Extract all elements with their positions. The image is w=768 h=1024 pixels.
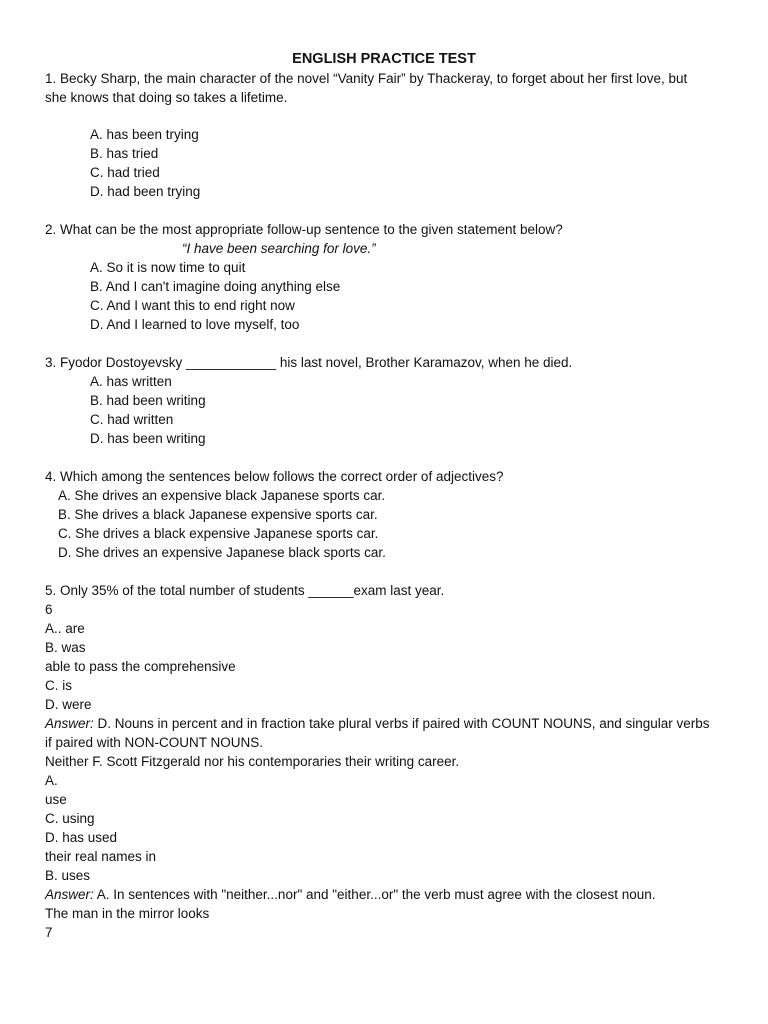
question-1-option-b: B. has tried <box>90 146 159 161</box>
question-2-option-b: B. And I can't imagine doing anything else <box>90 279 341 294</box>
question-5-line: 6 <box>45 602 53 617</box>
question-6-line: A. <box>45 773 58 788</box>
question-5-line: D. were <box>45 697 92 712</box>
question-3-stem: 3. Fyodor Dostoyevsky ____________ his last novel, Brother Karamazov, when he died. <box>45 355 573 370</box>
answer-label: Answer: <box>45 887 94 902</box>
question-3-option-a: A. has written <box>90 374 172 389</box>
question-1-stem-continued: she knows that doing so takes a lifetime. <box>45 90 288 105</box>
question-6-answer <box>45 886 656 904</box>
question-2-stem: 2. What can be the most appropriate follow-up sentence to the given statement below? <box>45 222 563 237</box>
question-4-stem: 4. Which among the sentences below follows the correct order of adjectives? <box>45 469 504 484</box>
question-3-option-b: B. had been writing <box>90 393 206 408</box>
answer-text: D. Nouns in percent and in fraction take plural verbs if paired with COUNT NOUNS, and singular verbs <box>93 716 710 731</box>
answer-label: Answer: <box>45 716 94 731</box>
question-6-line: D. has used <box>45 830 118 845</box>
answer-text: A. In sentences with "neither...nor" and "either...or" the verb must agree with the closest noun. <box>93 887 656 902</box>
question-5-line: B. was <box>45 640 86 655</box>
question-5-line: C. is <box>45 678 72 693</box>
question-4-option-d: D. She drives an expensive Japanese black sports car. <box>58 545 386 560</box>
question-5-stem: 5. Only 35% of the total number of students ______exam last year. <box>45 583 445 598</box>
question-4-option-b: B. She drives a black Japanese expensive sports car. <box>58 507 378 522</box>
question-1-option-a: A. has been trying <box>90 127 199 142</box>
question-4-option-a: A. She drives an expensive black Japanese sports car. <box>58 488 386 503</box>
question-6-line: use <box>45 792 67 807</box>
question-6-line: C. using <box>45 811 95 826</box>
question-5-answer-continued: if paired with NON-COUNT NOUNS. <box>45 735 264 750</box>
question-5-line: able to pass the comprehensive <box>45 659 236 674</box>
question-2-option-d: D. And I learned to love myself, too <box>90 317 300 332</box>
question-1-option-d: D. had been trying <box>90 184 201 199</box>
question-2-option-c: C. And I want this to end right now <box>90 298 295 313</box>
question-1-stem: 1. Becky Sharp, the main character of the novel “Vanity Fair” by Thackeray, to forget about her first love, but <box>45 71 688 86</box>
question-1-option-c: C. had tried <box>90 165 160 180</box>
question-2-quote: “I have been searching for love.” <box>182 241 376 256</box>
question-6-line: B. uses <box>45 868 91 883</box>
question-3-option-d: D. has been writing <box>90 431 206 446</box>
question-2-option-a: A. So it is now time to quit <box>90 260 246 275</box>
question-5-answer <box>45 715 710 733</box>
question-5-line: A.. are <box>45 621 85 636</box>
question-6-stem: Neither F. Scott Fitzgerald nor his contemporaries their writing career. <box>45 754 460 769</box>
trailing-line: The man in the mirror looks <box>45 906 210 921</box>
trailing-line: 7 <box>45 925 53 940</box>
question-4-option-c: C. She drives a black expensive Japanese sports car. <box>58 526 379 541</box>
question-3-option-c: C. had written <box>90 412 174 427</box>
question-6-line: their real names in <box>45 849 157 864</box>
page-title: ENGLISH PRACTICE TEST <box>292 51 476 67</box>
